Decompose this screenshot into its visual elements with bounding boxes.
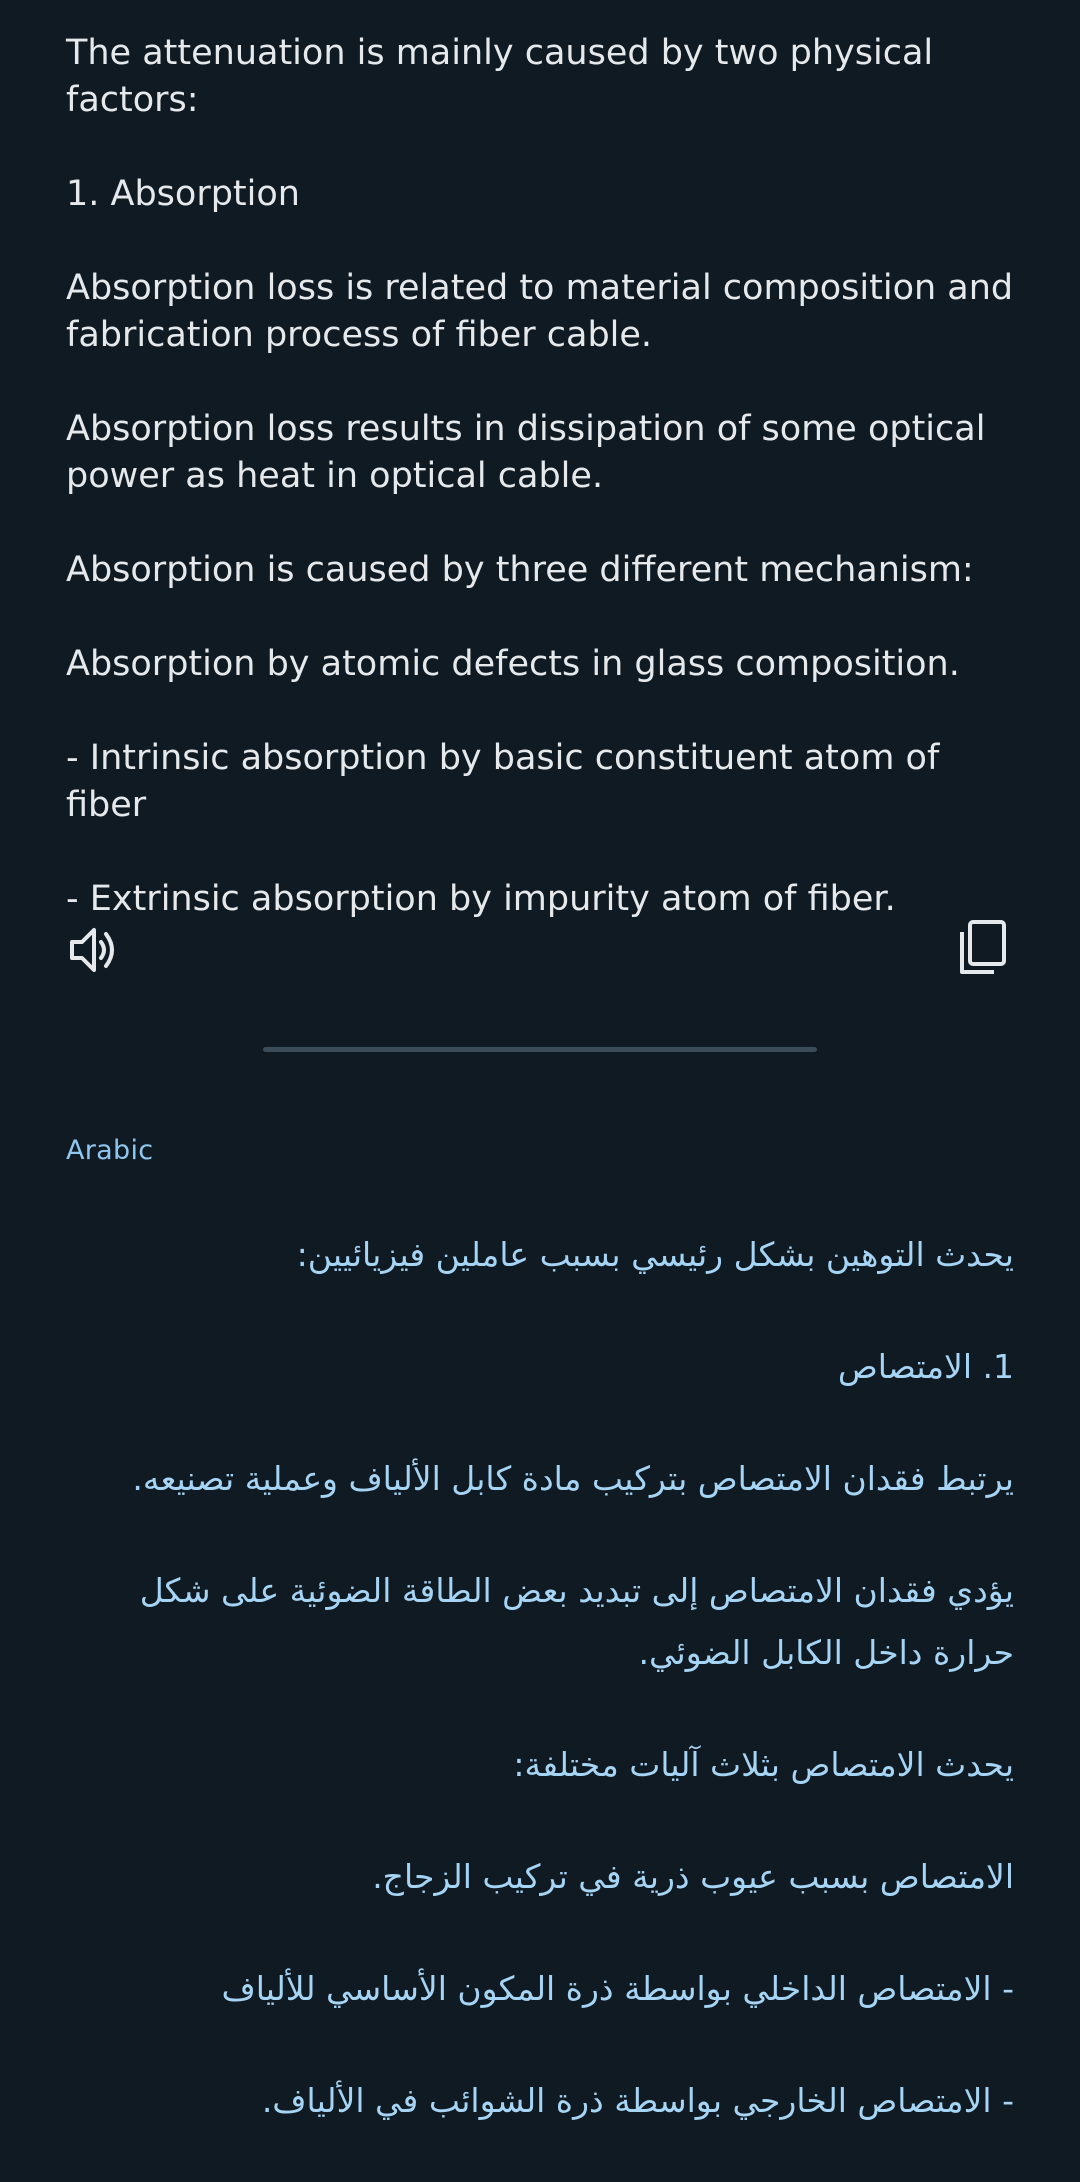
source-text (66, 30, 1026, 923)
source-paragraph: Absorption loss is related to material composition and fabrication process of fiber cable. (66, 268, 1014, 355)
translation-paragraph: - الامتصاص الداخلي بواسطة ذرة المكون الأساسي للألياف (221, 1969, 1014, 2008)
source-paragraph: - Intrinsic absorption by basic constituent atom of fiber (66, 738, 940, 825)
source-paragraph: - Extrinsic absorption by impurity atom of fiber. (66, 879, 896, 919)
translation-paragraph: يؤدي فقدان الامتصاص إلى تبديد بعض الطاقة الضوئية على شكل حرارة داخل الكابل الضوئي. (139, 1571, 1014, 1672)
speaker-icon (66, 922, 122, 978)
target-language-label: Arabic (66, 1135, 154, 1166)
translation-paragraph: يحدث التوهين بشكل رئيسي بسبب عاملين فيزيائيين: (296, 1235, 1014, 1274)
translation-paragraph: 1. الامتصاص (837, 1347, 1014, 1386)
translation-paragraph: الامتصاص بسبب عيوب ذرية في تركيب الزجاج. (372, 1857, 1014, 1896)
source-paragraph: The attenuation is mainly caused by two physical factors: (66, 33, 934, 120)
source-actions (66, 918, 1012, 978)
copy-button[interactable] (956, 918, 1012, 978)
translation-paragraph: - الامتصاص الخارجي بواسطة ذرة الشوائب في الألياف. (261, 2081, 1014, 2120)
source-paragraph: Absorption is caused by three different mechanism: (66, 550, 974, 590)
source-paragraph: Absorption loss results in dissipation of some optical power as heat in optical cable. (66, 409, 986, 496)
translation-paragraph: يحدث الامتصاص بثلاث آليات مختلفة: (513, 1745, 1014, 1784)
section-divider (263, 1047, 817, 1052)
translation-paragraph: يرتبط فقدان الامتصاص بتركيب مادة كابل الألياف وعملية تصنيعه. (132, 1459, 1014, 1498)
listen-button[interactable] (66, 922, 122, 978)
translation-text (54, 1224, 1014, 2182)
source-paragraph: 1. Absorption (66, 174, 300, 214)
source-paragraph: Absorption by atomic defects in glass composition. (66, 644, 960, 684)
copy-icon (956, 918, 1012, 978)
